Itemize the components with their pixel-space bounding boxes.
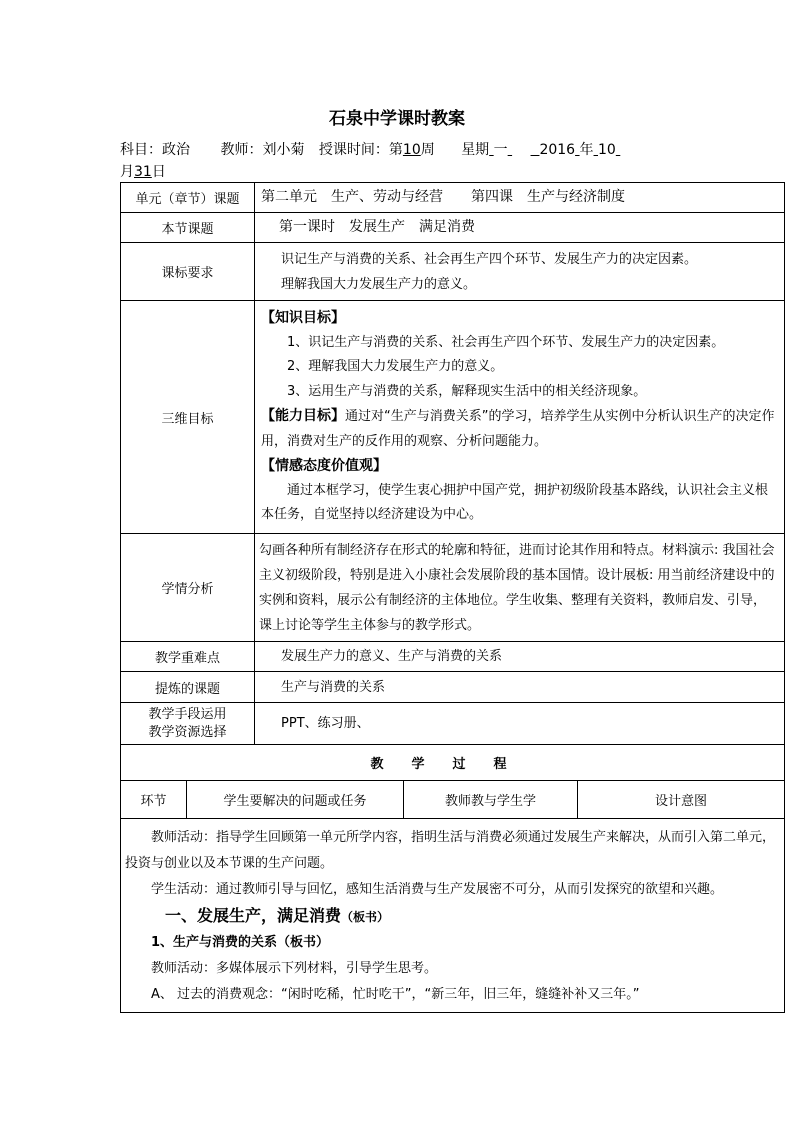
analysis-row — [121, 534, 785, 642]
unit-label: 单元（章节）课题 — [121, 183, 255, 213]
day-unit: 日 — [151, 164, 166, 180]
subsection-heading: 1、生产与消费的关系（板书） — [151, 935, 330, 950]
week-value: 10 — [402, 142, 421, 158]
refined-topic-value: 生产与消费的关系 — [255, 672, 785, 703]
process-body — [121, 819, 785, 1013]
page-title: 石泉中学课时教案 — [329, 109, 465, 129]
requirement-line: 理解我国大力发展生产力的意义。 — [281, 276, 477, 292]
column-header-task: 学生要解决的问题或任务 — [187, 781, 404, 819]
requirements-label: 课标要求 — [121, 243, 255, 301]
time-label: 授课时间：第 — [318, 142, 403, 158]
key-points-row — [121, 642, 785, 672]
column-header-stage: 环节 — [121, 781, 187, 819]
process-title-row — [121, 745, 785, 781]
analysis-value: 勾画各种所有制经济存在形式的轮廓和特征，进而讨论其作用和特点。材料演示: 我国社会主义初级阶段，特别是进入小康社会发展阶段的基本国情。设计展板: 用当前经济建设中的实例和资料，展示公有制经济的主体地位。学生收集、整理有关资料，教师启发、引导，课上讨论等学生主体参与的教学形式。 — [255, 534, 785, 642]
header-info — [120, 139, 720, 183]
process-body-row — [121, 819, 785, 1013]
process-title: 教学过程 — [121, 745, 785, 781]
teaching-means-row — [121, 703, 785, 745]
month-unit: 月 — [120, 164, 134, 180]
teacher-value: 刘小菊 — [262, 142, 305, 158]
section-heading: 一、发展生产，满足消费（板书） — [165, 906, 390, 925]
ability-goal — [261, 404, 778, 454]
goals-row — [121, 301, 785, 534]
day-value: 31 — [134, 164, 152, 180]
requirement-line: 识记生产与消费的关系、社会再生产四个环节、发展生产力的决定因素。 — [281, 251, 698, 267]
key-points-label: 教学重难点 — [121, 642, 255, 672]
unit-value: 第二单元 生产、劳动与经营 第四课 生产与经济制度 — [255, 183, 785, 213]
teacher-label: 教师： — [220, 142, 263, 158]
requirements-row — [121, 243, 785, 301]
key-points-value: 发展生产力的意义、生产与消费的关系 — [255, 642, 785, 672]
process-header-row — [121, 781, 785, 819]
goals-label: 三维目标 — [121, 301, 255, 534]
month-value: 10 — [598, 142, 616, 158]
goals-value — [255, 301, 785, 534]
week-unit: 周 — [420, 142, 435, 158]
body-paragraph: 教师活动：多媒体展示下列材料，引导学生思考。 — [151, 961, 438, 976]
body-paragraph: A、 过去的消费观念：“闲时吃稀，忙时吃干”，“新三年，旧三年，缝缝补补又三年。” — [151, 987, 640, 1002]
year-unit: 年 — [579, 142, 594, 158]
teaching-means-label: 教学手段运用 教学资源选择 — [121, 703, 255, 745]
ability-text: 通过对“生产与消费关系”的学习，培养学生从实例中分析认识生产的决定作用，消费对生产的反作用的观察、分析问题能力。 — [261, 409, 775, 449]
refined-topic-row — [121, 672, 785, 703]
knowledge-item: 1、识记生产与消费的关系、社会再生产四个环节、发展生产力的决定因素。 — [287, 334, 725, 350]
lesson-plan-table — [120, 182, 785, 1013]
emotion-heading: 【情感态度价值观】 — [261, 458, 388, 475]
weekday-label: 星期 — [461, 142, 490, 158]
unit-row — [121, 183, 785, 213]
knowledge-heading: 【知识目标】 — [261, 310, 346, 327]
weekday-value: 一 — [493, 142, 508, 158]
knowledge-item: 3、运用生产与消费的关系，解释现实生活中的相关经济现象。 — [287, 383, 647, 399]
lesson-row — [121, 213, 785, 243]
body-paragraph: 教师活动：指导学生回顾第一单元所学内容，指明生活与消费必须通过发展生产来解决，从而引入第二单元，投资与创业以及本节课的生产问题。 — [125, 830, 776, 871]
lesson-label: 本节课题 — [121, 213, 255, 243]
column-header-teaching: 教师教与学生学 — [404, 781, 578, 819]
analysis-label: 学情分析 — [121, 534, 255, 642]
refined-topic-label: 提炼的课题 — [121, 672, 255, 703]
knowledge-item: 2、理解我国大力发展生产力的意义。 — [287, 359, 504, 375]
column-header-intent: 设计意图 — [578, 781, 785, 819]
subject-label: 科目： — [120, 142, 162, 158]
body-paragraph: 学生活动：通过教师引导与回忆，感知生活消费与生产发展密不可分，从而引发探究的欲望和兴趣。 — [151, 882, 724, 897]
teaching-means-value: PPT、练习册、 — [255, 703, 785, 745]
requirements-value — [255, 243, 785, 301]
ability-heading: 【能力目标】 — [261, 408, 346, 425]
year-value: 2016 — [539, 142, 576, 158]
lesson-value: 第一课时 发展生产 满足消费 — [255, 213, 785, 243]
emotion-text: 通过本框学习，使学生衷心拥护中国产党，拥护初级阶段基本路线，认识社会主义根本任务，自觉坚持以经济建设为中心。 — [261, 482, 769, 523]
subject-value: 政治 — [162, 142, 190, 158]
